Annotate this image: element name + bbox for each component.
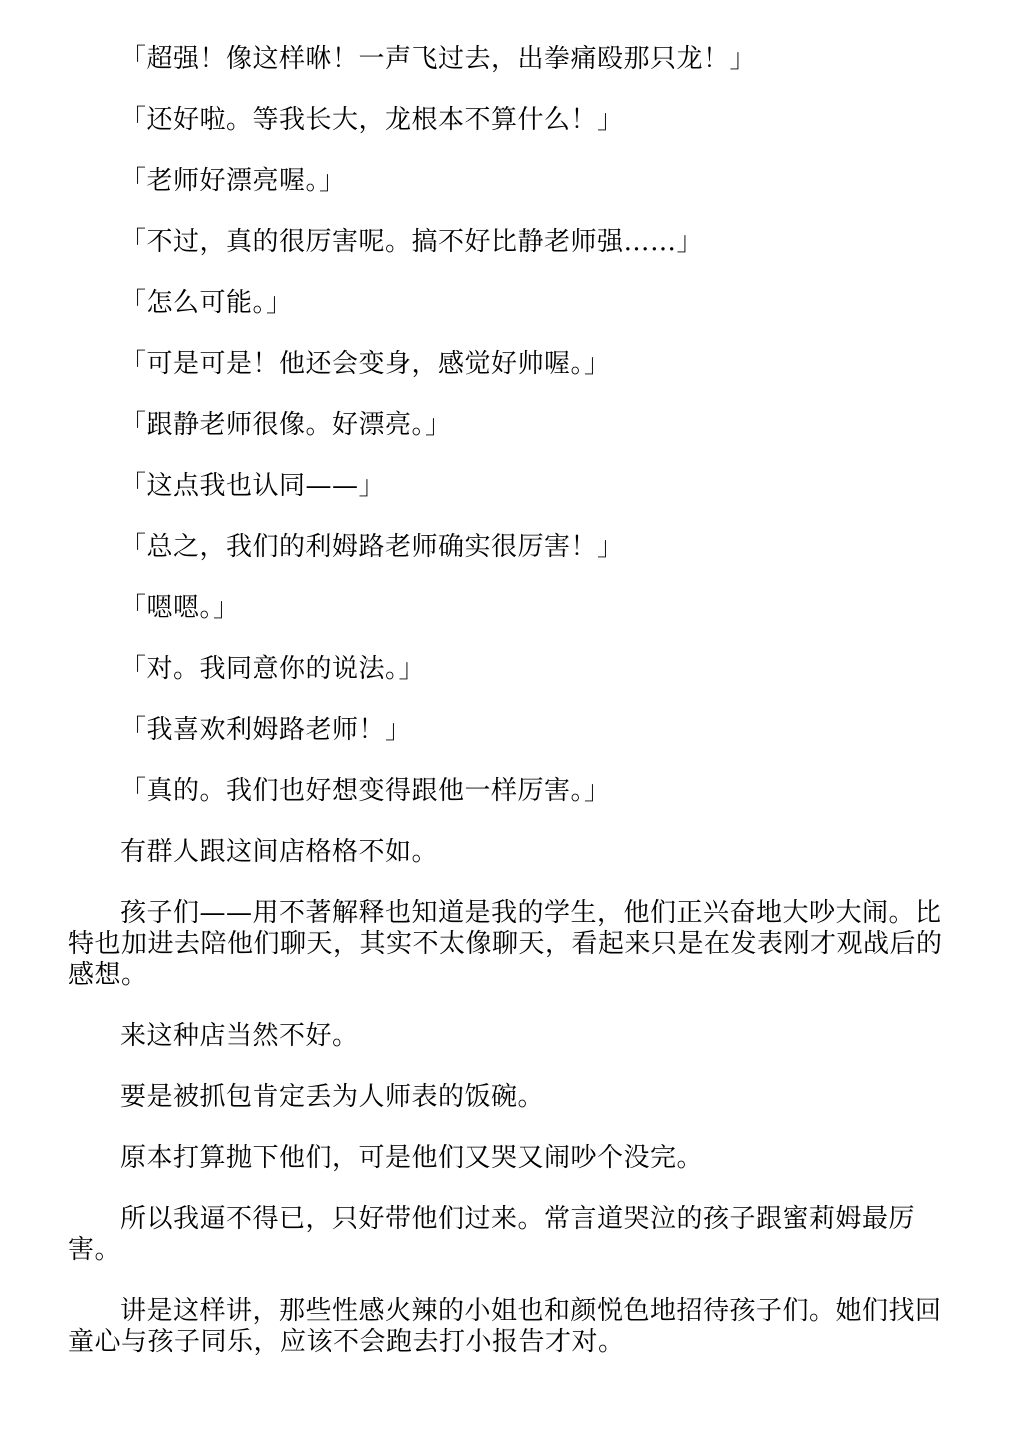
- paragraph-5: 「怎么可能。」: [120, 288, 293, 318]
- paragraph-11: 「对。我同意你的说法。」: [120, 654, 426, 684]
- document-page: [68, 44, 946, 1388]
- paragraph-14: 有群人跟这间店格格不如。: [120, 837, 439, 867]
- paragraph-13: 「真的。我们也好想变得跟他一样厉害。」: [120, 776, 611, 806]
- paragraph-17: 要是被抓包肯定丢为人师表的饭碗。: [120, 1082, 545, 1112]
- paragraph-16: 来这种店当然不好。: [120, 1021, 359, 1051]
- paragraph-8: 「这点我也认同——」: [120, 471, 386, 501]
- paragraph-10: 「嗯嗯。」: [120, 593, 240, 623]
- paragraph-9: 「总之，我们的利姆路老师确实很厉害！」: [120, 532, 624, 562]
- paragraph-19: 所以我逼不得已，只好带他们过来。常言道哭泣的孩子跟蜜莉姆最厉害。: [68, 1204, 916, 1265]
- paragraph-15: 孩子们——用不著解释也知道是我的学生，他们正兴奋地大吵大闹。比特也加进去陪他们聊天，其实不太像聊天，看起来只是在发表刚才观战后的感想。: [68, 898, 943, 990]
- paragraph-18: 原本打算抛下他们，可是他们又哭又闹吵个没完。: [120, 1143, 704, 1173]
- paragraph-6: 「可是可是！他还会变身，感觉好帅喔。」: [120, 349, 611, 379]
- paragraph-7: 「跟静老师很像。好漂亮。」: [120, 410, 452, 440]
- paragraph-3: 「老师好漂亮喔。」: [120, 166, 346, 196]
- paragraph-2: 「还好啦。等我长大，龙根本不算什么！」: [120, 105, 624, 135]
- paragraph-20: 讲是这样讲，那些性感火辣的小姐也和颜悦色地招待孩子们。她们找回童心与孩子同乐，应该不会跑去打小报告才对。: [68, 1296, 942, 1357]
- paragraph-1: 「超强！像这样咻！一声飞过去，出拳痛殴那只龙！」: [120, 44, 757, 74]
- paragraph-4: 「不过，真的很厉害呢。搞不好比静老师强……」: [120, 227, 704, 257]
- paragraph-12: 「我喜欢利姆路老师！」: [120, 715, 412, 745]
